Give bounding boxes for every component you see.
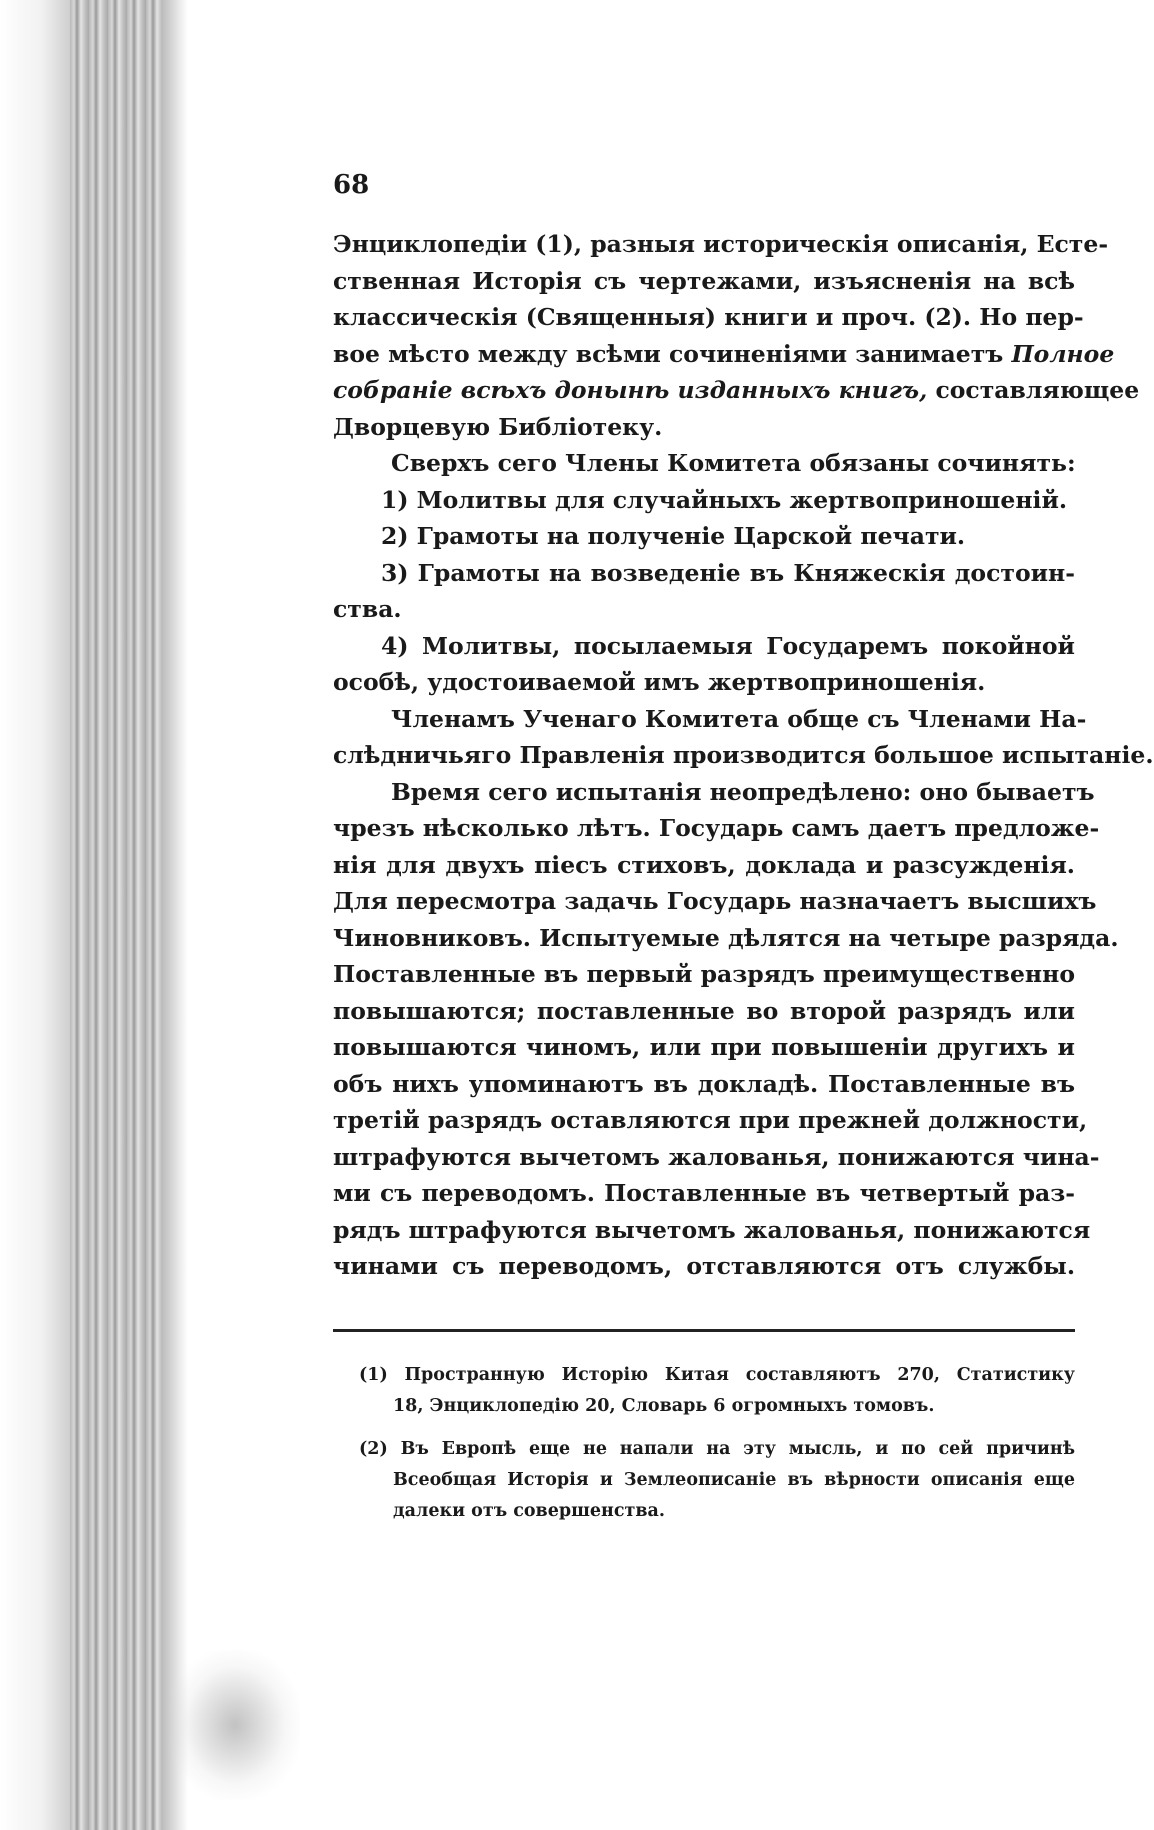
book-page: [333, 170, 1154, 1527]
text-line: рядъ штрафуются вычетомъ жалованья, понижаются: [333, 1215, 1091, 1244]
text-line: Для пересмотра задачь Государь назначаетъ высшихъ: [333, 887, 1097, 915]
footnote-2-cont: далеки отъ совершенства.: [393, 1500, 665, 1521]
text-line: ственная Исторія съ чертежами, изъясненія на всѣ: [333, 266, 1075, 295]
text-line: ства.: [333, 595, 402, 623]
page-stain: [170, 1650, 300, 1800]
scan-margin-shadow: [0, 0, 70, 1830]
text-line: слѣдничьяго Правленія производится большое испытаніе.: [333, 741, 1154, 769]
list-item: 1) Молитвы для случайныхъ жертвоприношеній.: [381, 485, 1068, 514]
footnote-divider: [333, 1329, 1075, 1332]
text-line: чрезъ нѣсколько лѣтъ. Государь самъ даетъ предложе-: [333, 814, 1100, 842]
text-line: Чиновниковъ. Испытуемые дѣлятся на четыре разряда.: [333, 923, 1119, 952]
paragraph-start: Время сего испытанія неопредѣлено: оно бываетъ: [391, 777, 1095, 806]
text-line: повышаются; поставленные во второй разрядъ или: [333, 996, 1075, 1025]
text-line: повышаются чиномъ, или при повышеніи другихъ и: [333, 1033, 1075, 1061]
text-line: классическія (Священныя) книги и проч. (2). Но пер-: [333, 303, 1084, 331]
text-line: Энциклопедіи (1), разныя историческія описанія, Есте-: [333, 230, 1109, 258]
page-number: 68: [333, 170, 370, 200]
page-gutter: [162, 0, 188, 1830]
footnotes: [333, 1360, 1075, 1527]
text-line: чинами съ переводомъ, отставляются отъ службы.: [333, 1252, 1075, 1280]
list-item: 4) Молитвы, посылаемыя Государемъ покойной: [381, 631, 1075, 660]
text-line: Поставленные въ первый разрядъ преимущественно: [333, 960, 1075, 988]
text-line: третій разрядъ оставляются при прежней должности,: [333, 1106, 1088, 1134]
paragraph-start: Сверхъ сего Члены Комитета обязаны сочинять:: [391, 449, 1076, 477]
italic-title: Полное: [1011, 339, 1115, 368]
paragraph-start: Членамъ Ученаго Комитета обще съ Членами На-: [391, 704, 1087, 733]
text-line: ми съ переводомъ. Поставленные въ четвертый раз-: [333, 1179, 1075, 1207]
footnote-2-cont: Всеобщая Исторія и Землеописаніе въ вѣрности описанія еще: [393, 1469, 1075, 1490]
text-line: штрафуются вычетомъ жалованья, понижаются чина-: [333, 1142, 1100, 1171]
footnote-2: (2) Въ Европѣ еще не напали на эту мысль, и по сей причинѣ: [359, 1438, 1075, 1459]
book-spine: [70, 0, 162, 1830]
text-line: объ нихъ упоминаютъ въ докладѣ. Поставленные въ: [333, 1069, 1075, 1098]
body-text: [333, 226, 1154, 1285]
text-line: нія для двухъ піесъ стиховъ, доклада и разсужденія.: [333, 850, 1075, 879]
footnote-1-cont: 18, Энциклопедію 20, Словарь 6 огромныхъ томовъ.: [393, 1395, 935, 1416]
list-item: 3) Грамоты на возведеніе въ Княжескія достоин-: [381, 558, 1075, 587]
text-line: собраніе всѣхъ донынѣ изданныхъ книгъ, составляющее: [333, 376, 1140, 404]
italic-title: собраніе всѣхъ донынѣ изданныхъ книгъ,: [333, 376, 928, 404]
text-line: Дворцевую Библіотеку.: [333, 412, 663, 441]
list-item: 2) Грамоты на полученіе Царской печати.: [381, 522, 966, 550]
footnote-1: (1) Пространную Исторію Китая составляютъ 270, Статистику: [359, 1364, 1075, 1385]
text-line: вое мѣсто между всѣми сочиненіями занимаетъ Полное: [333, 339, 1115, 368]
text-line: особѣ, удостоиваемой имъ жертвоприношенія.: [333, 668, 986, 696]
